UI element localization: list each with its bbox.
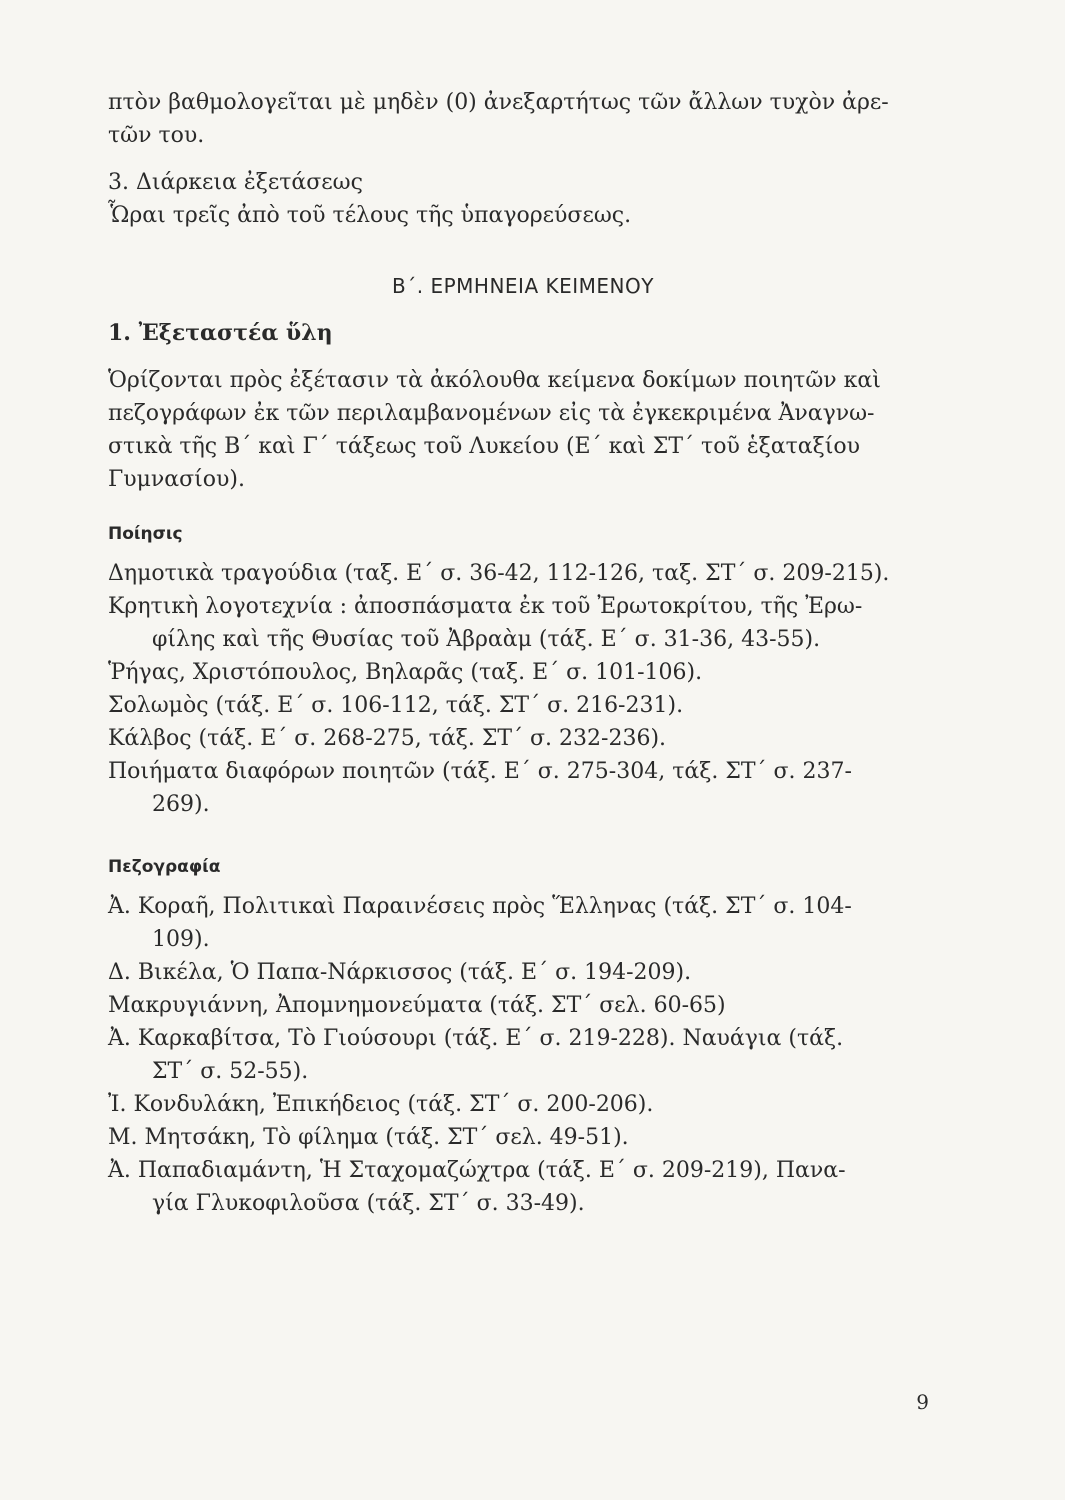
list-item: Ἀ. Κοραῆ, Πολιτικαὶ Παραινέσεις πρὸς Ἕλληνας (τάξ. ΣΤ΄ σ. 104- (108, 894, 852, 919)
subject-matter-paragraph (108, 364, 938, 496)
document-page (108, 86, 938, 1220)
paragraph-line: στικὰ τῆς Β΄ καὶ Γ΄ τάξεως τοῦ Λυκείου (Ε΄ καὶ ΣΤ΄ τοῦ ἑξαταξίου (108, 434, 860, 459)
paragraph-line: Ὁρίζονται πρὸς ἐξέτασιν τὰ ἀκόλουθα κείμενα δοκίμων ποιητῶν καὶ (108, 368, 881, 393)
list-item: Κρητικὴ λογοτεχνία : ἀποσπάσματα ἐκ τοῦ Ἐρωτοκρίτου, τῆς Ἐρω- (108, 594, 863, 619)
intro-line-2: τῶν του. (108, 123, 205, 148)
duration-text: Ὧραι τρεῖς ἀπὸ τοῦ τέλους τῆς ὑπαγορεύσεως. (108, 203, 632, 228)
list-item-continuation: 269). (152, 792, 210, 817)
page-number: 9 (916, 1390, 929, 1414)
section-b-title: Β΄. ΕΡΜΗΝΕΙΑ ΚΕΙΜΕΝΟΥ (392, 274, 654, 298)
list-item-continuation: φίλης καὶ τῆς Θυσίας τοῦ Ἀβραὰμ (τάξ. Ε΄ σ. 31-36, 43-55). (152, 627, 821, 652)
poetry-list (108, 557, 938, 821)
list-item-continuation: ΣΤ΄ σ. 52-55). (152, 1059, 309, 1084)
intro-line-1: πτὸν βαθμολογεῖται μὲ μηδὲν (0) ἀνεξαρτήτως τῶν ἄλλων τυχὸν ἀρε- (108, 90, 889, 115)
list-item: Ῥήγας, Χριστόπουλος, Βηλαρᾶς (ταξ. Ε΄ σ. 101-106). (108, 660, 703, 685)
paragraph-line: Γυμνασίου). (108, 467, 246, 492)
list-item: Ἀ. Καρκαβίτσα, Τὸ Γιούσουρι (τάξ. Ε΄ σ. 219-228). Ναυάγια (τάξ. (108, 1026, 844, 1051)
paragraph-line: πεζογράφων ἐκ τῶν περιλαμβανομένων εἰς τὰ ἐγκεκριμένα Ἀναγνω- (108, 401, 875, 426)
list-item-continuation: 109). (152, 927, 210, 952)
prose-list (108, 890, 938, 1220)
duration-heading: 3. Διάρκεια ἐξετάσεως (108, 170, 363, 195)
list-item-continuation: γία Γλυκοφιλοῦσα (τάξ. ΣΤ΄ σ. 33-49). (152, 1191, 585, 1216)
list-item: Μακρυγιάννη, Ἀπομνημονεύματα (τάξ. ΣΤ΄ σελ. 60-65) (108, 993, 726, 1018)
poetry-label: Ποίησις (108, 524, 183, 544)
list-item: Δημοτικὰ τραγούδια (ταξ. Ε΄ σ. 36-42, 112-126, ταξ. ΣΤ΄ σ. 209-215). (108, 561, 890, 586)
list-item: Κάλβος (τάξ. Ε΄ σ. 268-275, τάξ. ΣΤ΄ σ. 232-236). (108, 726, 667, 751)
list-item: Ἰ. Κονδυλάκη, Ἐπικήδειος (τάξ. ΣΤ΄ σ. 200-206). (108, 1092, 654, 1117)
subject-matter-heading: 1. Ἐξεταστέα ὕλη (108, 320, 333, 346)
list-item: Σολωμὸς (τάξ. Ε΄ σ. 106-112, τάξ. ΣΤ΄ σ. 216-231). (108, 693, 684, 718)
list-item: Δ. Βικέλα, Ὁ Παπα-Νάρκισσος (τάξ. Ε΄ σ. 194-209). (108, 960, 692, 985)
prose-label: Πεζογραφία (108, 857, 221, 877)
list-item: Ποιήματα διαφόρων ποιητῶν (τάξ. Ε΄ σ. 275-304, τάξ. ΣΤ΄ σ. 237- (108, 759, 852, 784)
list-item: Μ. Μητσάκη, Τὸ φίλημα (τάξ. ΣΤ΄ σελ. 49-51). (108, 1125, 629, 1150)
list-item: Ἀ. Παπαδιαμάντη, Ἡ Σταχομαζώχτρα (τάξ. Ε΄ σ. 209-219), Πανα- (108, 1158, 846, 1183)
